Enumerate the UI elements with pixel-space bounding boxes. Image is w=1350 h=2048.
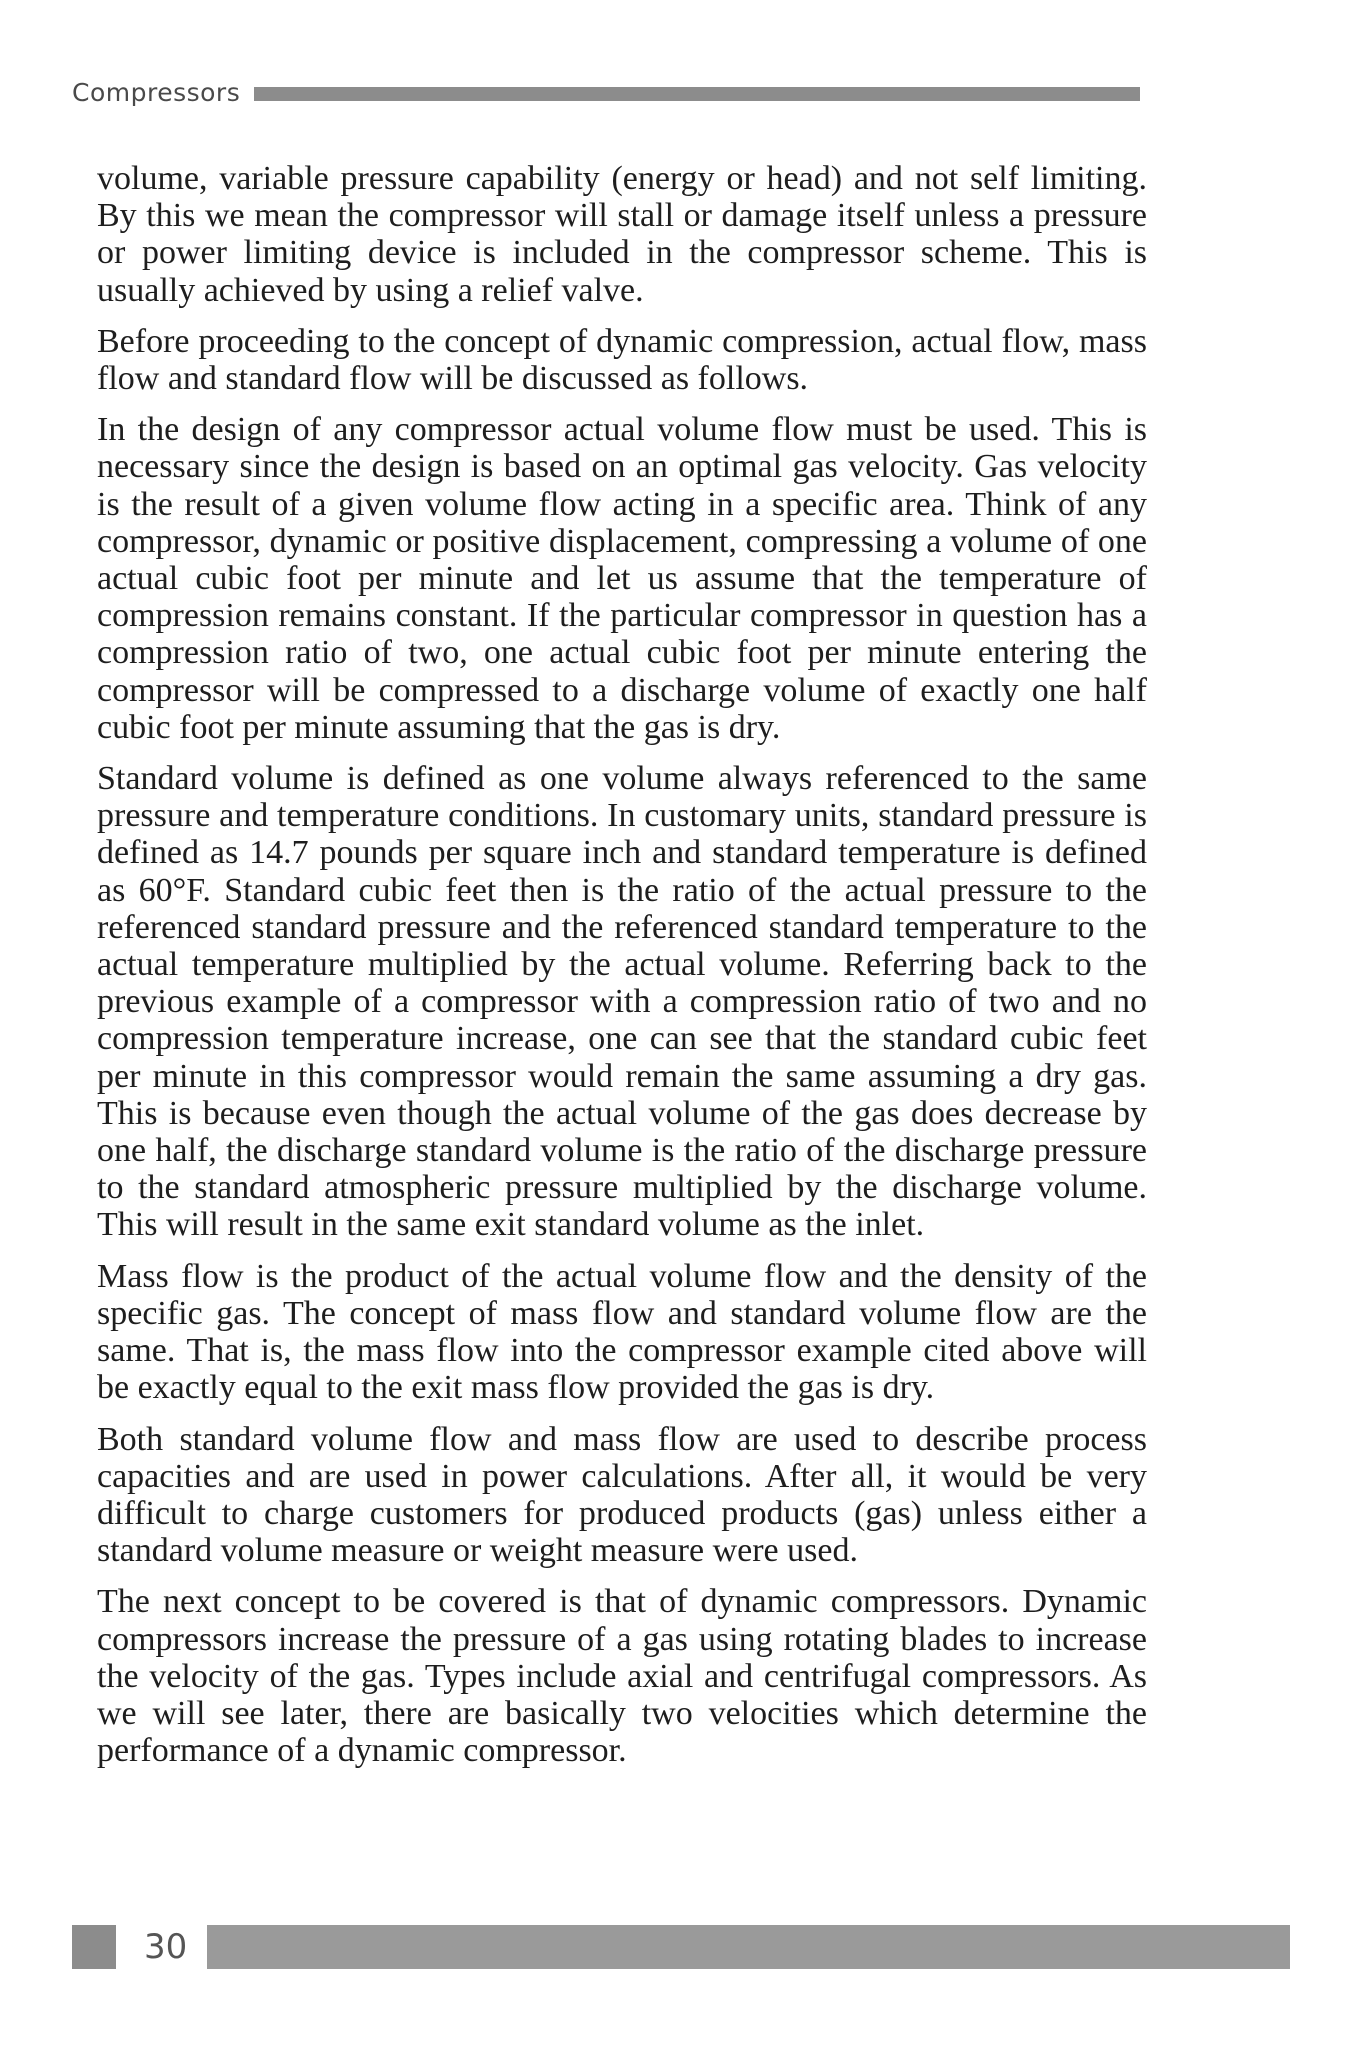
running-header [72, 72, 1140, 112]
header-title: Compressors [72, 77, 241, 107]
paragraph: Both standard volume flow and mass flow are used to describe process capacities and are used in power calculations. After all, it would be very difficult to charge customers for produced products (gas) unless either a standard volume measure or weight measure were used. [97, 1420, 1147, 1570]
paragraph: Before proceeding to the concept of dynamic compression, actual flow, mass flow and standard flow will be discussed as follows. [97, 322, 1147, 398]
paragraph: In the design of any compressor actual volume flow must be used. This is necessary since the design is based on an optimal gas velocity. Gas velocity is the result of a given volume flow acting in a specific area. Think of any compressor, dynamic or positive displacement, compressing a volume of one actual cubic foot per minute and let us assume that the temperature of compression remains constant. If the particular compressor in question has a compression ratio of two, one actual cubic foot per minute entering the compressor will be compressed to a discharge volume of exactly one half cubic foot per minute assuming that the gas is dry. [97, 411, 1147, 746]
paragraph: Mass flow is the product of the actual volume flow and the density of the specific gas. The concept of mass flow and standard volume flow are the same. That is, the mass flow into the compressor example cited above will be exactly equal to the exit mass flow provided the gas is dry. [97, 1257, 1147, 1407]
paragraph: The next concept to be covered is that of dynamic compressors. Dynamic compressors increase the pressure of a gas using rotating blades to increase the velocity of the gas. Types include axial and centrifugal compressors. As we will see later, there are basically two velocities which determine the performance of a dynamic compressor. [97, 1583, 1147, 1770]
page-number: 30 [144, 1927, 188, 1967]
footer-block [72, 1925, 116, 1969]
body-text [97, 160, 1147, 1783]
page-footer [72, 1925, 1290, 1969]
header-rule [254, 87, 1140, 101]
paragraph: volume, variable pressure capability (energy or head) and not self limiting. By this we mean the compressor will stall or damage itself unless a pressure or power limiting device is included in the compressor scheme. This is usually achieved by using a relief valve. [97, 160, 1147, 309]
footer-rule [207, 1925, 1290, 1969]
paragraph: Standard volume is defined as one volume always referenced to the same pressure and temperature conditions. In customary units, standard pressure is defined as 14.7 pounds per square inch and standard temperature is defined as 60°F. Standard cubic feet then is the ratio of the actual pressure to the referenced standard pressure and the referenced standard temperature to the actual temperature multiplied by the actual volume. Referring back to the previous example of a compressor with a compression ratio of two and no compression temperature increase, one can see that the standard cubic feet per minute in this compressor would remain the same assuming a dry gas. This is because even though the actual volume of the gas does decrease by one half, the discharge standard volume is the ratio of the discharge pressure to the standard atmospheric pressure multiplied by the discharge volume. This will result in the same exit standard volume as the inlet. [97, 760, 1147, 1244]
